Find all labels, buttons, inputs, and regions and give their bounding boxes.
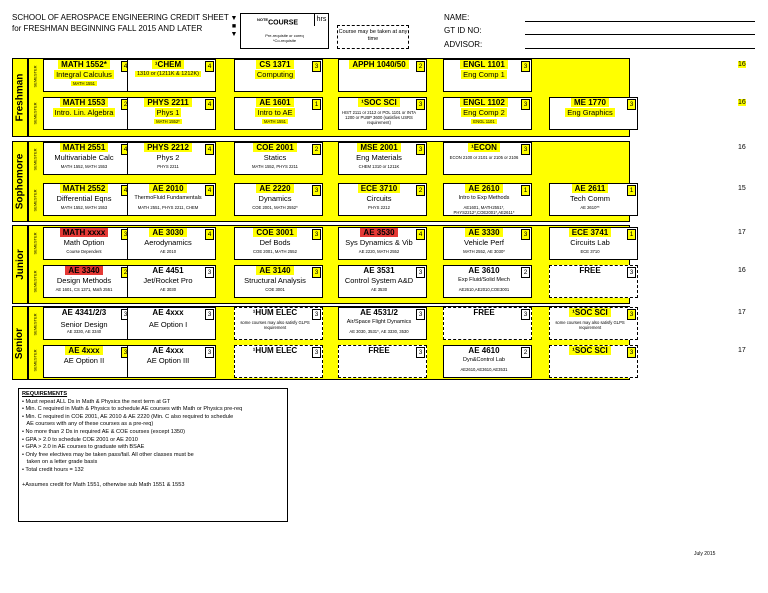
course-code: MATH 1553	[46, 98, 122, 107]
course-phys-2212[interactable]	[127, 142, 216, 175]
name-field[interactable]	[525, 21, 755, 22]
credit-hours: 2	[312, 144, 321, 155]
course-code: ¹CHEM	[130, 60, 206, 69]
semester-credit-total: 16	[738, 267, 746, 274]
course-free[interactable]	[338, 345, 427, 378]
year-label-junior: Junior	[12, 225, 28, 304]
course-code: ¹SOC SCI	[552, 346, 628, 355]
course-title: Intro to Exp Methods	[458, 195, 510, 201]
course-prereq: COE 2001, MATH 2552*	[252, 205, 298, 210]
course-prereq: AE 1601, CS 1371, Math 2551	[55, 287, 113, 292]
requirements-box	[18, 388, 288, 522]
course-math-1552[interactable]	[43, 59, 132, 92]
course-title: Phys 2	[156, 153, 180, 162]
course-title: ThermoFluid Fundamentals	[134, 195, 202, 201]
name-label: NAME:	[444, 13, 470, 22]
course-code: PHYS 2211	[130, 98, 206, 107]
year-label-sophomore: Sophomore	[12, 141, 28, 222]
course-prereq: ECON 2100 or 2101 or 2105 or 2106	[449, 155, 519, 160]
course-prereq: MATH 1552, MATH 1553	[60, 205, 108, 210]
course-cs-1371[interactable]	[234, 59, 323, 92]
course-ae-2010[interactable]	[127, 183, 216, 216]
course-free[interactable]	[443, 307, 532, 340]
course-prereq: CHEM 1310 or 1211K	[358, 164, 400, 169]
course-code: AE 3030	[130, 228, 206, 237]
credit-hours: 2	[521, 267, 530, 278]
course-code: AE 2010	[130, 184, 206, 193]
course-title: Eng Comp 1	[463, 70, 505, 79]
semester-label: SEMESTER	[32, 269, 38, 293]
course-title: AE Option I	[148, 320, 188, 329]
course-title: Intro to AE	[257, 108, 293, 117]
credit-hours: 3	[416, 309, 425, 320]
gtid-field[interactable]	[525, 34, 755, 35]
course-title: 1310 or (1211K & 1212K)	[137, 71, 199, 77]
requirement-item: • Min. C required in COE 2001, AE 2010 & AE 2220 (Min. C also required to schedule	[22, 413, 234, 420]
course-code: AE 4531/2	[360, 308, 398, 317]
semester-credit-total: 17	[738, 229, 746, 236]
course-prereq: MATH 1551	[263, 119, 287, 124]
sheet-title-line2: for FRESHMAN BEGINNING FALL 2015 AND LATER	[12, 24, 203, 33]
course-title: Differential Eqns	[56, 194, 112, 203]
course-code: AE 4610	[468, 346, 500, 355]
course-title: Computing	[256, 70, 294, 79]
course-code: AE 2610	[446, 184, 522, 193]
course-ece-3741[interactable]	[549, 227, 638, 260]
credit-hours: 3	[205, 309, 214, 320]
course-prereq: MATH 1552, MATH 1553	[60, 164, 108, 169]
credit-hours: 3	[521, 144, 530, 155]
credit-hours: 3	[521, 99, 530, 110]
credit-hours: 4	[205, 229, 214, 240]
course-ae-4xxx[interactable]	[43, 345, 132, 378]
course-code: AE 3340	[46, 266, 122, 275]
year-label-freshman: Freshman	[12, 58, 28, 137]
course-code: COE 2001	[237, 143, 313, 152]
course-code: FREE	[368, 346, 390, 355]
course-title: Senior Design	[60, 320, 108, 329]
course-code: COE 3001	[237, 228, 313, 237]
course-code: ENGL 1102	[446, 98, 522, 107]
credit-hours: 1	[521, 185, 530, 196]
course-code: AE 2611	[552, 184, 628, 193]
course-code: AE 1601	[237, 98, 313, 107]
credit-hours: 4	[205, 99, 214, 110]
semester-label: SEMESTER	[32, 188, 38, 212]
course-code: AE 2220	[237, 184, 313, 193]
course-prereq: MATH 1552*	[156, 119, 180, 124]
course-prereq: MATH 2552, AE 3030*	[463, 249, 505, 254]
course-prereq: ECE 3710	[580, 249, 600, 254]
credit-hours: 3	[416, 347, 425, 358]
course-mse-2001[interactable]	[338, 142, 427, 175]
course-math-2551[interactable]	[43, 142, 132, 175]
credit-hours: 3	[312, 229, 321, 240]
course-code: AE 3610	[468, 266, 500, 275]
credit-hours: 3	[121, 347, 130, 358]
course-coe-2001[interactable]	[234, 142, 323, 175]
legend-coreq: *Co-requisite	[272, 38, 297, 43]
course-code: ¹ECON	[446, 143, 522, 152]
course-code: AE 4451	[152, 266, 184, 275]
course-hum-elec[interactable]	[234, 345, 323, 378]
course-prereq: PHYS 2212	[368, 205, 390, 210]
credit-hours: 4	[205, 144, 214, 155]
legend-anytime-text: Course may be taken at any time	[338, 29, 408, 42]
semester-credit-total: 17	[738, 309, 746, 316]
course-prereq: some courses may also satisfy GLPS requirement	[555, 320, 625, 330]
course-title: Intro. Lin. Algebra	[54, 108, 114, 117]
course-title: Structural Analysis	[244, 276, 306, 285]
course-code: FREE	[473, 308, 495, 317]
course-prereq: MATH 1552, PHYS 2211	[252, 164, 298, 169]
course-ae-2610[interactable]	[443, 183, 532, 216]
course-prereq: AE 3330, AE 3340	[66, 329, 102, 334]
course-math-2552[interactable]	[43, 183, 132, 216]
credit-hours: 3	[312, 185, 321, 196]
course-prereq: AE2610,AE2010,COE3001	[458, 287, 510, 292]
credit-hours: 3	[416, 267, 425, 278]
course-code: MATH xxxx	[46, 228, 122, 237]
credit-hours: 4	[121, 61, 130, 72]
sheet-title-line1: SCHOOL OF AEROSPACE ENGINEERING CREDIT SHEET	[12, 13, 229, 22]
course-code: AE 3140	[237, 266, 313, 275]
gtid-label: GT ID NO:	[444, 26, 482, 35]
course-apph-1040-50[interactable]	[338, 59, 427, 92]
course-coe-3001[interactable]	[234, 227, 323, 260]
semester-credit-total: 16	[738, 144, 746, 151]
requirement-item: • Only free electives may be taken pass/fail. All other classes must be	[22, 451, 194, 458]
course-title: Air/Space Flight Dynamics	[346, 319, 412, 325]
course-prereq: COE 2001, MATH 2552	[253, 249, 297, 254]
course-hum-elec[interactable]	[234, 307, 323, 340]
credit-hours: 4	[416, 229, 425, 240]
credit-hours: 2	[121, 99, 130, 110]
course-title: Circuits Lab	[570, 238, 610, 247]
course-prereq: AE1601, MATH2551*, PHYS2212*,COE2001*,AE2611*	[453, 205, 515, 215]
credit-hours: 3	[312, 347, 321, 358]
course-code: AE 4xxx	[152, 308, 184, 317]
course-title: Eng Materials	[356, 153, 402, 162]
semester-credit-total: 15	[738, 185, 746, 192]
course-prereq: HIST 2111 or 2112 or POL 1101 or INTA 1200 or PUBP 3600 (satisfies USRS requirement)	[341, 110, 417, 125]
course-prereq: AE2610,AE3610,AE3531	[460, 367, 508, 372]
credit-hours: 3	[521, 61, 530, 72]
course-ae-4xxx[interactable]	[127, 307, 216, 340]
requirement-item	[22, 475, 284, 483]
course-code: APPH 1040/50	[341, 60, 417, 69]
course-code: MATH 1552*	[46, 60, 122, 69]
credit-hours: 4	[205, 185, 214, 196]
course-phys-2211[interactable]	[127, 97, 216, 130]
course-prereq: MATH 1551	[72, 81, 96, 86]
credit-hours: 2	[416, 185, 425, 196]
course-ae-2611[interactable]	[549, 183, 638, 216]
legend-arrows-icon: ▼ ■ ▼	[230, 15, 238, 38]
course-title: AE Option II	[63, 356, 105, 365]
requirement-item: • Total credit hours = 132	[22, 466, 84, 473]
legend-prereq: Pre-requisite or coreq	[265, 33, 304, 38]
requirement-item: +Assumes credit for Math 1551, otherwise sub Math 1551 & 1553	[22, 482, 185, 489]
course-prereq: some courses may also satisfy GLPS requirement	[240, 320, 310, 330]
course-prereq: AE 2610**	[580, 205, 600, 210]
course-title: AE Option III	[146, 356, 190, 365]
year-label-senior: Senior	[12, 306, 28, 380]
course-ae-4451[interactable]	[127, 265, 216, 298]
semester-credit-total: 16	[738, 99, 746, 106]
credit-hours: 4	[121, 185, 130, 196]
course-title: Statics	[263, 153, 287, 162]
requirement-item: • GPA > 2.0 in AE courses to graduate with BSAE	[22, 444, 145, 451]
requirement-item: • No more than 2 Ds in required AE & COE courses (except 1350)	[22, 428, 186, 435]
course-econ[interactable]	[443, 142, 532, 175]
credit-hours: 3	[312, 309, 321, 320]
credit-hours: 2	[416, 61, 425, 72]
course-prereq: COE 3001	[265, 287, 285, 292]
course-ae-4xxx[interactable]	[127, 345, 216, 378]
course-ae-3140[interactable]	[234, 265, 323, 298]
requirement-item: • Min. C required in Math & Physics to schedule AE courses with Math or Physics pre-req	[22, 406, 243, 413]
credit-hours: 3	[416, 99, 425, 110]
legend-box	[240, 13, 329, 49]
semester-credit-total: 16	[738, 61, 746, 68]
course-code: ¹SOC SCI	[552, 308, 628, 317]
credit-hours: 4	[205, 61, 214, 72]
course-math-1553[interactable]	[43, 97, 132, 130]
requirement-item: • GPA > 2.0 to schedule COE 2001 or AE 2010	[22, 436, 138, 443]
course-ae-3610[interactable]	[443, 265, 532, 298]
course-free[interactable]	[549, 265, 638, 298]
course-prereq: PHYS 2211	[157, 164, 179, 169]
course-prereq: AE 3030	[159, 287, 177, 292]
credit-hours: 3	[521, 229, 530, 240]
course-engl-1102[interactable]	[443, 97, 532, 130]
course-title: Aerodynamics	[144, 238, 192, 247]
course-code: ¹HUM ELEC	[252, 308, 298, 317]
credit-hours: 3	[521, 309, 530, 320]
course-prereq: AE 3530	[370, 287, 388, 292]
credit-hours: 1	[627, 229, 636, 240]
course-soc-sci[interactable]	[338, 97, 427, 130]
credit-hours: 3	[627, 99, 636, 110]
requirement-item: AE courses with any of these courses as a pre-req)	[22, 421, 154, 428]
credit-hours: 1	[312, 99, 321, 110]
credit-hours: 3	[205, 267, 214, 278]
course-title: Tech Comm	[569, 194, 610, 203]
course-code: AE 4341/2/3	[61, 308, 107, 317]
course-code: MATH 2551	[46, 143, 122, 152]
course-title: Exp Fluid/Solid Mech	[458, 277, 510, 283]
credit-hours: 3	[121, 309, 130, 320]
course-ae-4531-2[interactable]	[338, 307, 427, 340]
course-title: Circuits	[366, 194, 392, 203]
course-ece-3710[interactable]	[338, 183, 427, 216]
requirement-item: • Must repeat ALL Ds in Math & Physics the next term at GT	[22, 398, 171, 405]
course-prereq: AE 2010	[159, 249, 177, 254]
course-code: AE 3531	[363, 266, 395, 275]
course-title: Control System A&D	[344, 276, 414, 285]
semester-label: SEMESTER	[32, 64, 38, 88]
credit-hours: 3	[205, 347, 214, 358]
credit-hours: 3	[627, 267, 636, 278]
semester-label: SEMESTER	[32, 147, 38, 171]
course-ae-3530[interactable]	[338, 227, 427, 260]
course-chem[interactable]	[127, 59, 216, 92]
course-prereq: Course Dependent	[66, 249, 102, 254]
course-math-xxxx[interactable]	[43, 227, 132, 260]
advisor-label: ADVISOR:	[444, 40, 483, 49]
credit-hours: 3	[627, 309, 636, 320]
course-prereq: AE 3030, 3531*, AE 3330, 3530	[349, 329, 409, 334]
requirements-list	[22, 399, 284, 490]
course-title: Multivariable Calc	[54, 153, 114, 162]
course-prereq: ENGL 1101	[473, 119, 495, 124]
course-code: AE 3530	[341, 228, 417, 237]
course-code: ¹SOC SCI	[341, 98, 417, 107]
course-title: Def Bods	[259, 238, 291, 247]
course-code: ENGL 1101	[446, 60, 522, 69]
course-prereq: AE 2220, MATH 2552	[358, 249, 400, 254]
semester-credit-total: 17	[738, 347, 746, 354]
course-title: Jet/Rocket Pro	[143, 276, 193, 285]
course-code: ECE 3741	[552, 228, 628, 237]
credit-hours: 3	[312, 267, 321, 278]
course-title: Dynamics	[258, 194, 292, 203]
course-ae-3330[interactable]	[443, 227, 532, 260]
credit-hours: 2	[121, 267, 130, 278]
course-code: AE 4xxx	[46, 346, 122, 355]
advisor-field[interactable]	[525, 48, 755, 49]
course-title: Design Methods	[56, 276, 112, 285]
course-code: CS 1371	[237, 60, 313, 69]
course-code: ¹HUM ELEC	[252, 346, 298, 355]
semester-label: SEMESTER	[32, 101, 38, 125]
semester-label: SEMESTER	[32, 348, 38, 372]
course-ae-3340[interactable]	[43, 265, 132, 298]
credit-hours: 3	[416, 144, 425, 155]
course-ae-4610[interactable]	[443, 345, 532, 378]
semester-label: SEMESTER	[32, 231, 38, 255]
course-ae-3531[interactable]	[338, 265, 427, 298]
course-code: FREE	[579, 266, 601, 275]
course-soc-sci[interactable]	[549, 307, 638, 340]
credit-hours: 3	[627, 347, 636, 358]
course-ae-4341-2-3[interactable]	[43, 307, 132, 340]
legend-hrs: hrs	[316, 16, 327, 23]
course-ae-3030[interactable]	[127, 227, 216, 260]
course-code: PHYS 2212	[130, 143, 206, 152]
credit-hours: 1	[627, 185, 636, 196]
course-title: Vehicle Perf	[463, 238, 505, 247]
requirements-heading: REQUIREMENTS	[22, 391, 68, 397]
course-title: Eng Graphics	[567, 108, 613, 117]
course-title: Eng Comp 2	[463, 108, 505, 117]
course-prereq: MATH 2551, PHYS 2211, CHEM	[137, 205, 199, 210]
legend-course: COURSE	[268, 19, 299, 27]
course-title: Dyn&Control Lab	[463, 357, 505, 363]
course-code: ME 1770	[552, 98, 628, 107]
course-ae-1601[interactable]	[234, 97, 323, 130]
course-code: ECE 3710	[341, 184, 417, 193]
course-code: MSE 2001	[341, 143, 417, 152]
course-title: Math Option	[63, 238, 105, 247]
course-code: MATH 2552	[46, 184, 122, 193]
course-title: Phys 1	[156, 108, 180, 117]
legend-note: NOTE	[256, 17, 269, 22]
course-title: Integral Calculus	[56, 70, 112, 79]
semester-label: SEMESTER	[32, 312, 38, 336]
legend-anytime-box	[337, 25, 409, 49]
course-ae-2220[interactable]	[234, 183, 323, 216]
course-engl-1101[interactable]	[443, 59, 532, 92]
credit-hours: 3	[121, 229, 130, 240]
course-soc-sci[interactable]	[549, 345, 638, 378]
requirement-item: taken on a letter grade basis	[22, 459, 98, 466]
course-code: AE 3330	[446, 228, 522, 237]
footer-date: July 2015	[694, 551, 716, 557]
course-title: Sys Dynamics & Vib	[345, 238, 413, 247]
credit-hours: 3	[312, 61, 321, 72]
course-code: AE 4xxx	[152, 346, 184, 355]
credit-hours: 4	[121, 144, 130, 155]
course-me-1770[interactable]	[549, 97, 638, 130]
credit-hours: 2	[521, 347, 530, 358]
